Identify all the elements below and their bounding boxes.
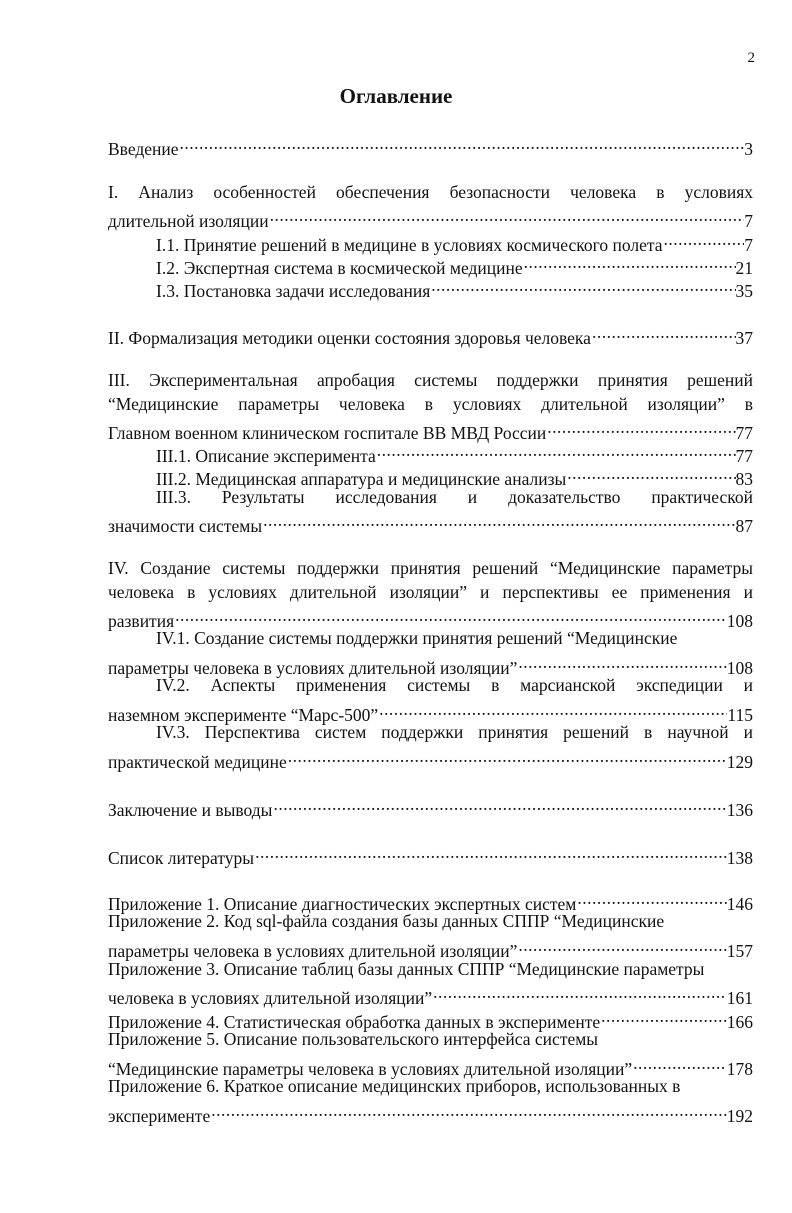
toc-entry-text: наземном эксперименте “Марс-500” [108, 705, 379, 725]
toc-entry-text: III.1. Описание эксперимента [156, 446, 376, 466]
toc-entry-appendix-5-line1[interactable]: Приложение 5. Описание пользовательского интерфейса системы [108, 1029, 599, 1049]
page-title: Оглавление [339, 84, 453, 108]
toc-entry-appendix-1[interactable] [108, 886, 753, 914]
toc-entry-ch4-3[interactable] [108, 744, 753, 772]
toc-entry-ch2[interactable] [108, 320, 753, 348]
toc-entry-text: Приложение 4. Статистическая обработка данных в эксперименте [108, 1012, 601, 1032]
toc-entry-text: II. Формализация методики оценки состояния здоровья человека [108, 328, 591, 348]
toc-entry-page: 138 [726, 848, 753, 868]
toc-entry-page: 77 [735, 446, 753, 466]
toc-entry-page: 136 [726, 800, 753, 820]
toc-entry-page: 37 [735, 328, 753, 348]
toc-entry-page: 21 [735, 258, 753, 278]
toc-entry-ch1-3[interactable] [156, 273, 753, 301]
toc-entry-ch4-1[interactable] [108, 650, 753, 678]
toc-entry-text: Введение [108, 139, 179, 159]
toc-entry-ch3-3-line1[interactable]: III.3. Результаты исследования и доказательство практической [156, 487, 753, 507]
toc-entry-page: 157 [726, 941, 753, 961]
page-number: 2 [747, 50, 755, 66]
toc-entry-page: 83 [735, 469, 753, 489]
toc-entry-page: 129 [726, 752, 753, 772]
toc-entry-page: 87 [735, 516, 753, 536]
toc-entry-page: 77 [735, 423, 753, 443]
toc-entry-page: 7 [744, 211, 753, 231]
toc-entry-text: параметры человека в условиях длительной изоляции” [108, 941, 518, 961]
toc-entry-ch3[interactable] [108, 415, 753, 443]
toc-entry-ch3-3[interactable] [108, 508, 753, 536]
toc-entry-page: 7 [744, 235, 753, 255]
toc-entry-appendix-2[interactable] [108, 933, 753, 961]
toc-entry-ch3-1[interactable] [156, 438, 753, 466]
toc-entry-appendix-6[interactable] [108, 1098, 753, 1126]
toc-entry-intro[interactable] [108, 131, 753, 159]
toc-entry-text: параметры человека в условиях длительной изоляции” [108, 658, 518, 678]
toc-entry-page: 108 [726, 658, 753, 678]
toc-entry-appendix-5[interactable] [108, 1051, 753, 1079]
toc-entry-page: 108 [726, 611, 753, 631]
toc-entry-page: 3 [744, 139, 753, 159]
toc-entry-appendix-2-line1[interactable]: Приложение 2. Код sql-файла создания базы данных СППР “Медицинские [108, 911, 665, 931]
toc-entry-text: развития [108, 611, 175, 631]
toc-entry-ch3-2[interactable] [156, 461, 753, 489]
toc-entry-text: Главном военном клиническом госпитале ВВ МВД России [108, 423, 547, 443]
toc-entry-ch3-line1[interactable]: III. Экспериментальная апробация системы поддержки принятия решений [108, 370, 753, 390]
toc-entry-text: I.1. Принятие решений в медицине в условиях космического полета [156, 235, 663, 255]
toc-entry-text: практической медицине [108, 752, 287, 772]
toc-entry-text: человека в условиях длительной изоляции” [108, 988, 433, 1008]
toc-entry-text: Список литературы [108, 848, 255, 868]
toc-entry-ch4-line2[interactable]: человека в условиях длительной изоляции” и перспективы ее применения и [108, 582, 753, 602]
toc-entry-page: 166 [726, 1012, 753, 1032]
toc-entry-conclusion[interactable] [108, 792, 753, 820]
toc-entry-text: значимости системы [108, 516, 263, 536]
toc-entry-text: “Медицинские параметры человека в условиях длительной изоляции” [108, 1059, 633, 1079]
toc-entry-appendix-3[interactable] [108, 980, 753, 1008]
toc-entry-page: 161 [726, 988, 753, 1008]
toc-entry-ch1-2[interactable] [156, 250, 753, 278]
toc-entry-page: 178 [726, 1059, 753, 1079]
toc-entry-text: I.3. Постановка задачи исследования [156, 281, 431, 301]
toc-entry-appendix-3-line1[interactable]: Приложение 3. Описание таблиц базы данных СППР “Медицинские параметры [108, 959, 705, 979]
toc-entry-ch3-line2[interactable]: “Медицинские параметры человека в условиях длительной изоляции” в [108, 394, 753, 414]
toc-entry-ch1-line1[interactable]: I. Анализ особенностей обеспечения безопасности человека в условиях [108, 182, 753, 202]
toc-entry-ch4-3-line1[interactable]: IV.3. Перспектива систем поддержки принятия решений в научной и [156, 722, 753, 742]
toc-entry-ch4-2-line1[interactable]: IV.2. Аспекты применения системы в марсианской экспедиции и [156, 675, 753, 695]
toc-entry-appendix-6-line1[interactable]: Приложение 6. Краткое описание медицинских приборов, использованных в [108, 1076, 681, 1096]
toc-entry-page: 115 [727, 705, 753, 725]
toc-entry-ch1[interactable] [108, 203, 753, 231]
toc-entry-references[interactable] [108, 840, 753, 868]
toc-entry-ch4-line1[interactable]: IV. Создание системы поддержки принятия решений “Медицинские параметры [108, 558, 753, 578]
toc-entry-text: III.2. Медицинская аппаратура и медицинские анализы [156, 469, 567, 489]
toc-entry-ch1-1[interactable] [156, 227, 753, 255]
toc-entry-text: эксперименте [108, 1106, 211, 1126]
toc-entry-appendix-4[interactable] [108, 1004, 753, 1032]
toc-entry-text: Заключение и выводы [108, 800, 273, 820]
toc-entry-text: длительной изоляции [108, 211, 269, 231]
toc-entry-text: Приложение 1. Описание диагностических экспертных систем [108, 894, 577, 914]
toc-entry-page: 35 [735, 281, 753, 301]
toc-entry-ch4[interactable] [108, 603, 753, 631]
toc-entry-text: I.2. Экспертная система в космической медицине [156, 258, 523, 278]
toc-entry-page: 192 [726, 1106, 753, 1126]
toc-entry-page: 146 [726, 894, 753, 914]
toc-entry-ch4-2[interactable] [108, 697, 753, 725]
toc-entry-ch4-1-line1[interactable]: IV.1. Создание системы поддержки принятия решений “Медицинские [156, 628, 678, 648]
